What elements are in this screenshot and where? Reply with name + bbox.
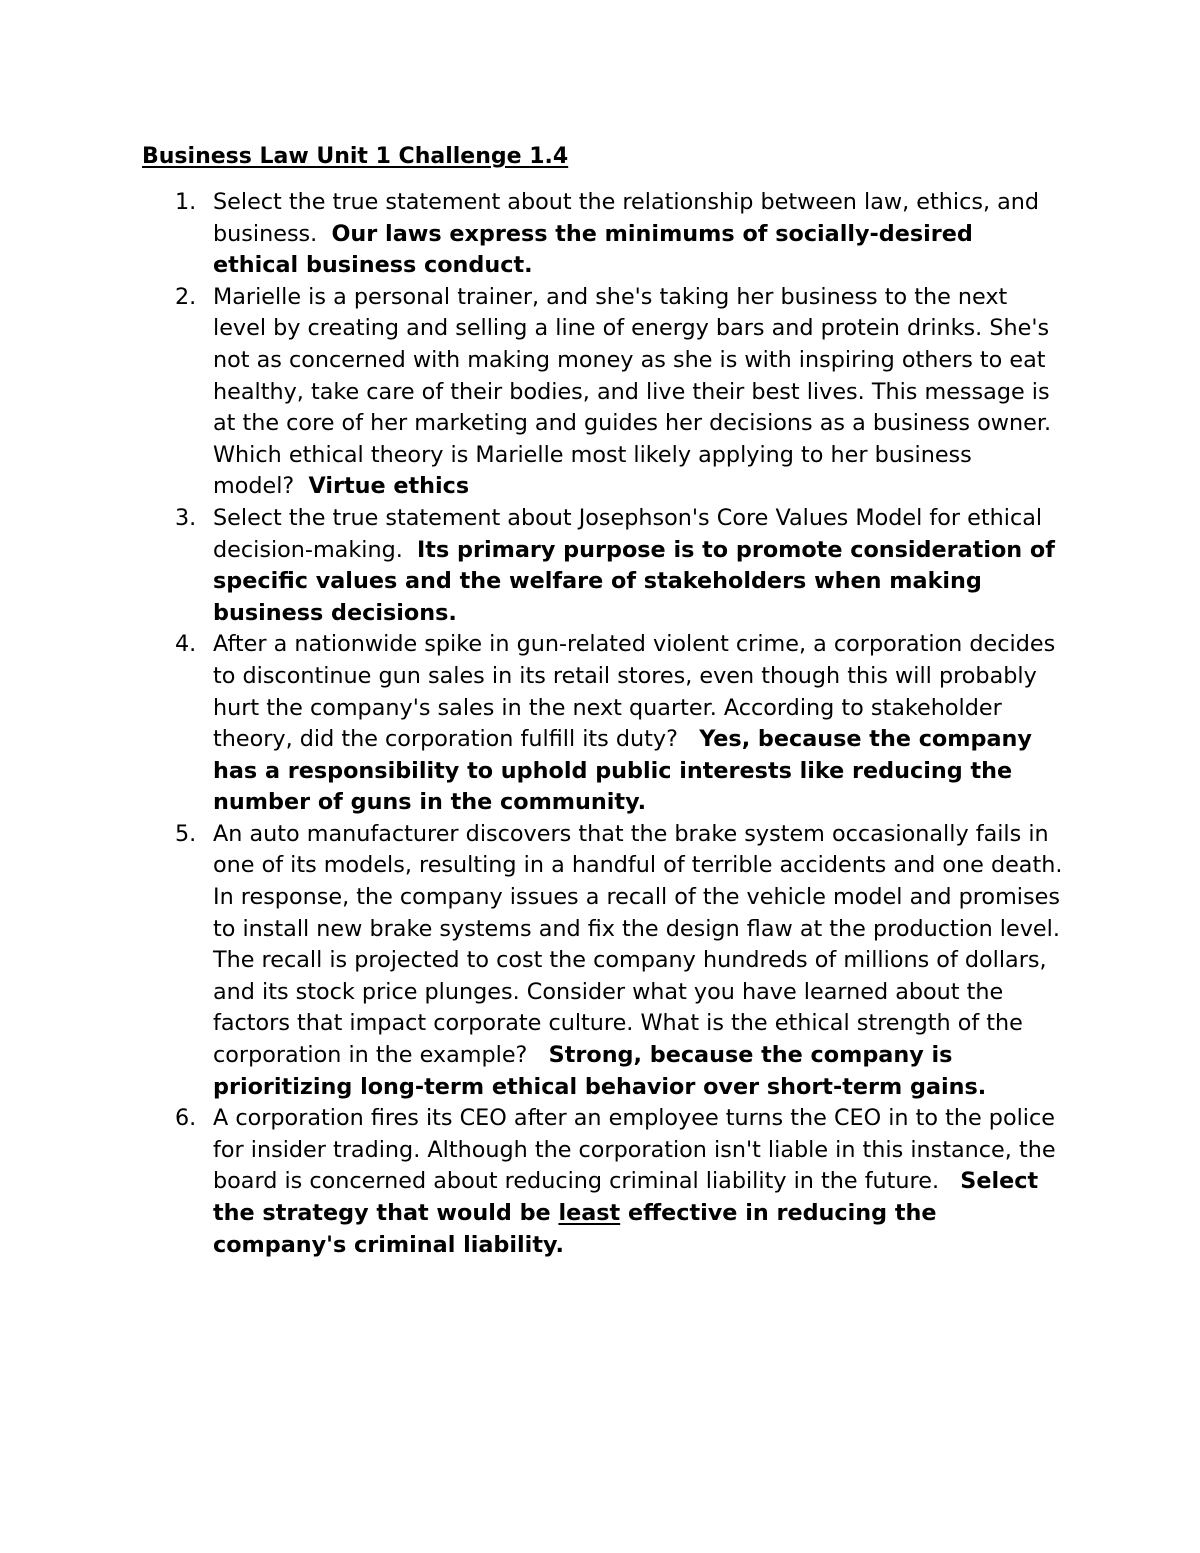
question-text: Marielle is a personal trainer, and she's taking her business to the next level by creating and selling a line of energy bars and protein drinks. She's not as concerned with making money as she is with inspiring others to eat healthy, take care of their bodies, and live their best lives. This message is at the core of her marketing and guides her decisions as a business owner. Which ethical theory is Marielle most likely applying to her business model? xyxy=(213,283,1052,500)
answer-emphasis: least xyxy=(558,1200,621,1226)
question-list xyxy=(175,187,1063,1261)
question-number: 6. xyxy=(175,1105,197,1132)
question-number: 2. xyxy=(175,283,197,310)
answer-text: Yes, because the company has a responsibility to uphold public interests like reducing the number of guns in the community. xyxy=(213,726,1032,816)
question-number: 1. xyxy=(175,189,197,215)
answer-text: Virtue ethics xyxy=(308,473,470,500)
question-item-4 xyxy=(175,629,1063,819)
answer-text: Its primary purpose is to promote consideration of specific values and the welfare of stakeholders when making business decisions. xyxy=(213,536,1055,626)
question-text: Select the true statement about the relationship between law, ethics, and business. xyxy=(213,189,1040,247)
answer-text-after: effective in reducing the company's criminal liability. xyxy=(213,1200,937,1258)
question-number: 4. xyxy=(175,631,197,658)
question-item-6 xyxy=(175,1103,1063,1261)
answer-text: Our laws express the minimums of socially-desired ethical business conduct. xyxy=(213,220,973,279)
question-item-5 xyxy=(175,819,1063,1103)
answer-text: Strong, because the company is prioritizing long-term ethical behavior over short-term gains. xyxy=(213,1042,987,1100)
question-text: A corporation fires its CEO after an employee turns the CEO in to the police for insider trading. Although the corporation isn't liable in this instance, the board is concerned about reducing criminal liability in the future. xyxy=(213,1105,1056,1195)
answer-text-before: Select the strategy that would be xyxy=(213,1168,1039,1226)
question-item-2 xyxy=(175,282,1063,503)
question-item-3 xyxy=(175,503,1063,629)
document-title: Business Law Unit 1 Challenge 1.4 xyxy=(142,144,569,169)
question-text: After a nationwide spike in gun-related violent crime, a corporation decides to discontinue gun sales in its retail stores, even though this will probably hurt the company's sales in the next quarter. According to stakeholder theory, did the corporation fulfill its duty? xyxy=(213,631,1056,753)
question-number: 5. xyxy=(175,820,197,847)
question-text: An auto manufacturer discovers that the brake system occasionally fails in one of its models, resulting in a handful of terrible accidents and one death. In response, the company issues a recall of the vehicle model and promises to install new brake systems and fix the design flaw at the production level. The recall is projected to cost the company hundreds of millions of dollars, and its stock price plunges. Consider what you have learned about the factors that impact corporate culture. What is the ethical strength of the corporation in the example? xyxy=(213,820,1063,1069)
question-item-1 xyxy=(175,187,1063,282)
question-number: 3. xyxy=(175,504,197,531)
question-text: Select the true statement about Josephson's Core Values Model for ethical decision-making. xyxy=(213,504,1043,563)
